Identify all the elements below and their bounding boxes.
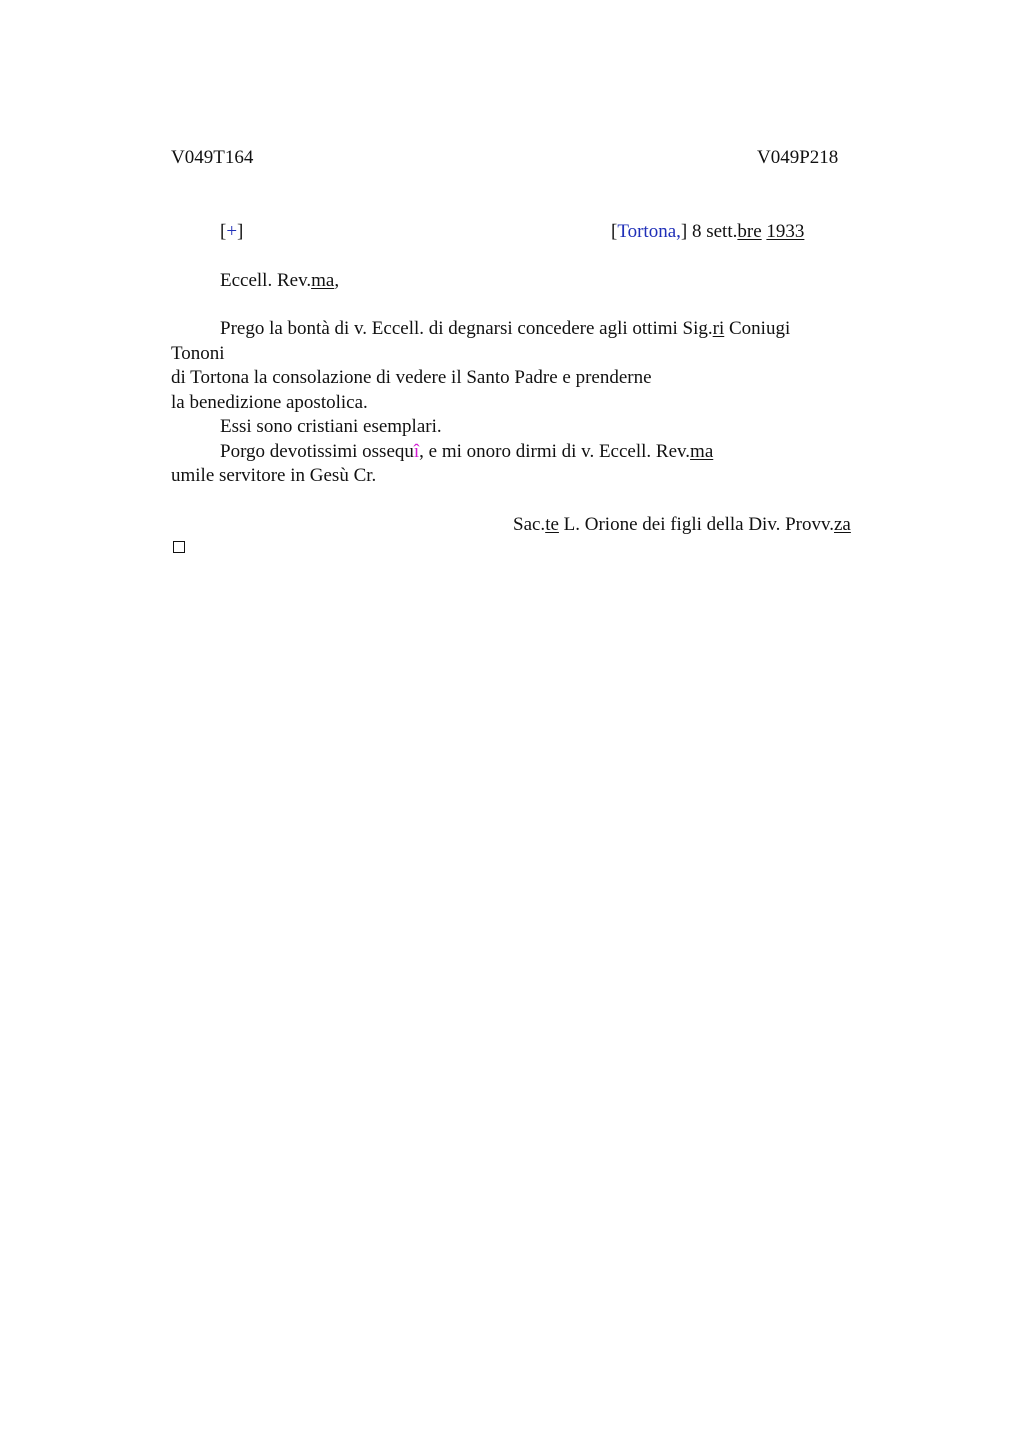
- body-line-7: umile servitore in Gesù Cr.: [171, 465, 377, 486]
- body-line-1: [220, 317, 790, 341]
- dateline: [611, 220, 804, 244]
- dateline-place: Tortona,: [617, 221, 681, 242]
- end-marker-box-icon: [173, 541, 185, 553]
- salutation-text: Eccell. Rev.: [220, 270, 312, 291]
- body-line-6-text: Porgo devotissimi ossequ: [220, 441, 414, 462]
- body-line-4: la benedizione apostolica.: [171, 392, 368, 413]
- body-line-1-abbrev: ri: [712, 318, 725, 339]
- body-line-1-end: Coniugi: [724, 318, 791, 339]
- cross-icon: +: [226, 221, 238, 242]
- dateline-open-bracket: [: [611, 221, 618, 242]
- body-line-3: di Tortona la consolazione di vedere il Santo Padre e prenderne: [171, 367, 652, 388]
- cross-open-bracket: [: [220, 221, 227, 242]
- editorial-mark: î: [413, 441, 420, 462]
- body-line-6: [220, 440, 713, 464]
- dateline-date: 8 sett.: [687, 221, 738, 242]
- salutation: [220, 269, 339, 293]
- salutation-comma: ,: [334, 270, 340, 291]
- body-line-2: Tononi: [171, 343, 225, 364]
- dateline-month-abbrev: bre: [737, 221, 762, 242]
- cross-close-bracket: ]: [237, 221, 244, 242]
- signature-abbrev: za: [834, 514, 851, 535]
- body-line-1-text: Prego la bontà di v. Eccell. di degnarsi concedere agli ottimi Sig.: [220, 318, 713, 339]
- salutation-abbrev: ma: [311, 270, 335, 291]
- cross-mark: [220, 220, 243, 244]
- body-line-5: Essi sono cristiani esemplari.: [220, 416, 442, 437]
- dateline-close-bracket: ]: [680, 221, 688, 242]
- signature: [513, 513, 851, 537]
- body-line-6-mid: , e mi onoro dirmi di v. Eccell. Rev.: [419, 441, 691, 462]
- signature-title: Sac.: [513, 514, 546, 535]
- signature-title-abbrev: te: [545, 514, 559, 535]
- right-document-code: V049P218: [757, 147, 839, 168]
- body-line-6-abbrev: ma: [690, 441, 714, 462]
- dateline-year: 1933: [766, 221, 805, 242]
- signature-name: L. Orione dei figli della Div. Provv.: [558, 514, 834, 535]
- left-document-code: V049T164: [171, 147, 254, 168]
